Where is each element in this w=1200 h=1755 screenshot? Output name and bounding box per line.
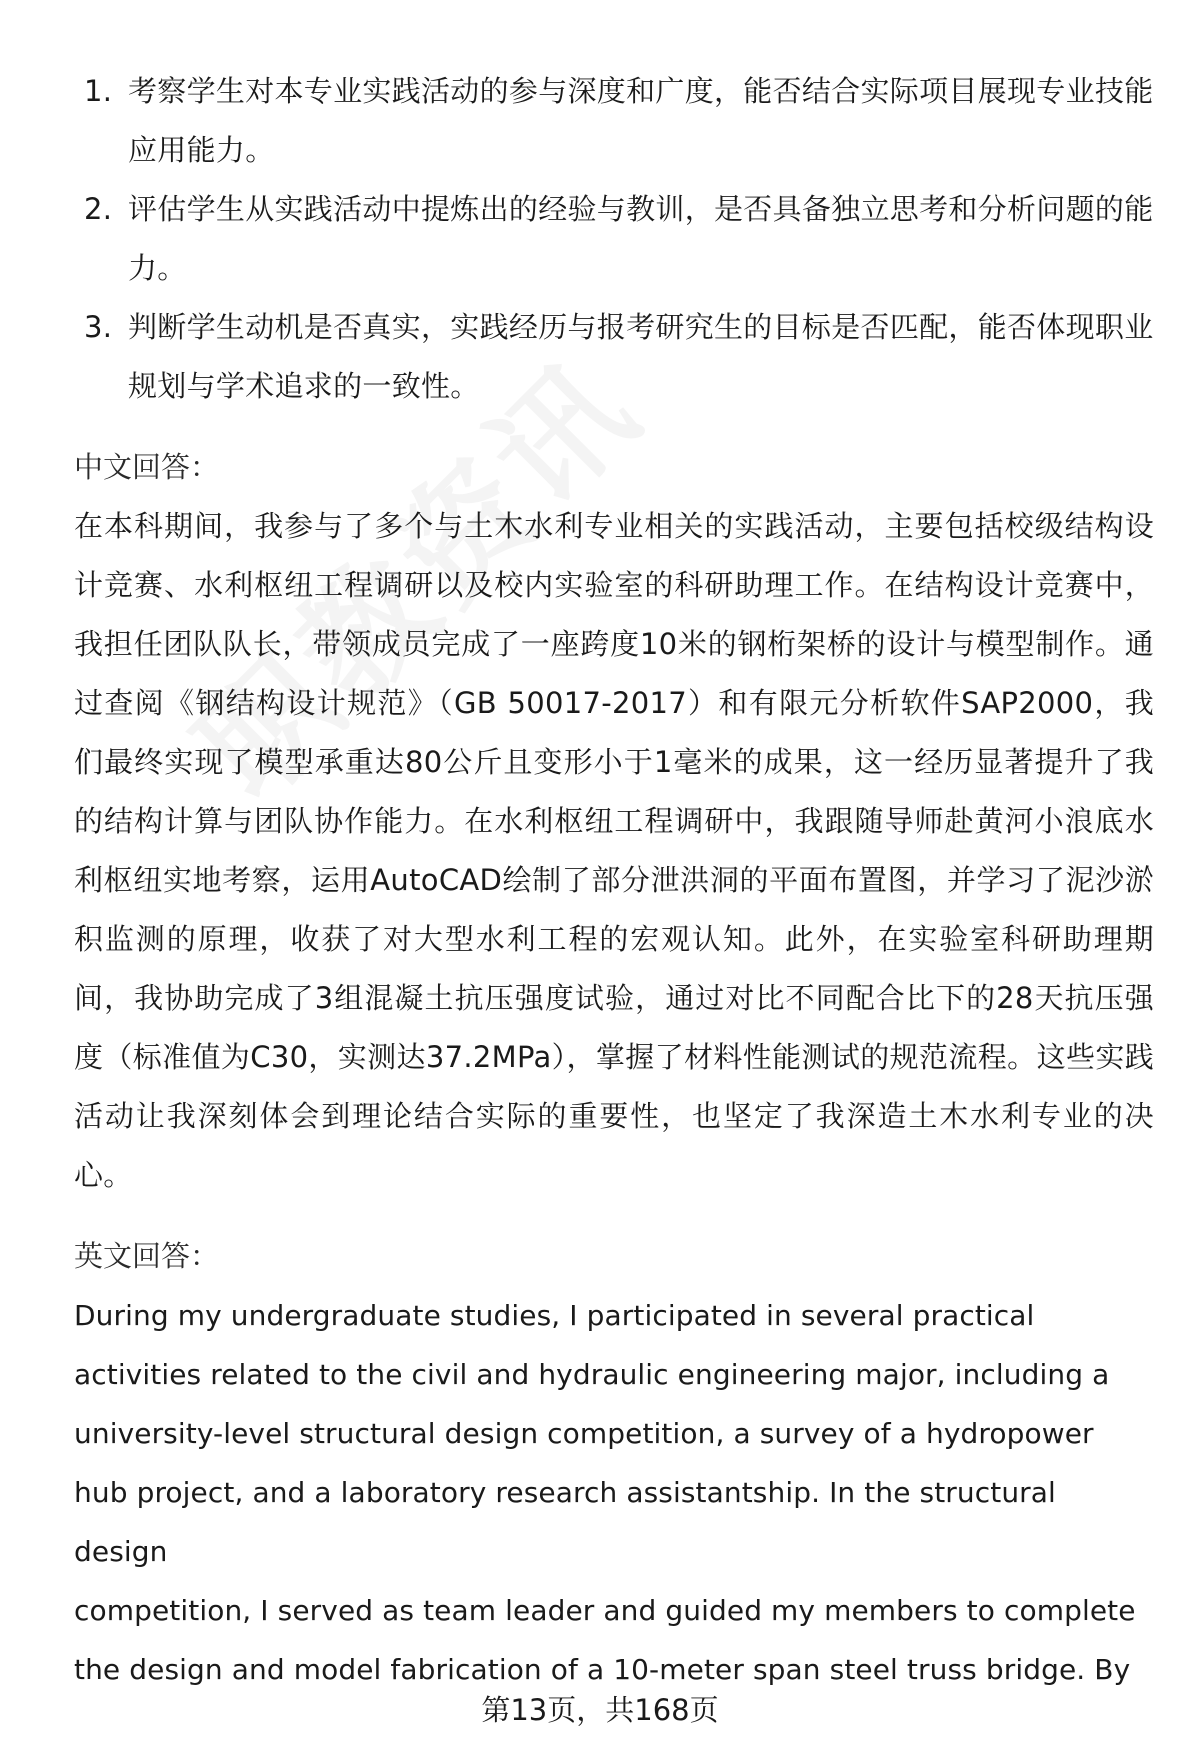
english-answer-line: During my undergraduate studies, I participated in several practical (74, 1299, 1035, 1332)
list-item-text: 评估学生从实践活动中提炼出的经验与教训，是否具备独立思考和分析问题的能力。 (128, 192, 1154, 285)
chinese-answer-label: 中文回答： (74, 450, 220, 484)
english-answer-line: competition, I served as team leader and guided my members to complete (74, 1594, 1136, 1627)
english-answer-line: activities related to the civil and hydraulic engineering major, including a (74, 1358, 1110, 1391)
evaluation-criteria-list (74, 62, 1154, 416)
english-answer-paragraph (74, 1286, 1154, 1699)
english-answer-line: the design and model fabrication of a 10-meter span steel truss bridge. By (74, 1653, 1131, 1686)
list-item-number: 1. (84, 74, 113, 108)
list-item (74, 298, 1154, 416)
english-answer-line: hub project, and a laboratory research assistantship. In the structural design (74, 1476, 1056, 1568)
chinese-answer-paragraph: 在本科期间，我参与了多个与土木水利专业相关的实践活动，主要包括校级结构设计竞赛、水利枢纽工程调研以及校内实验室的科研助理工作。在结构设计竞赛中，我担任团队队长，带领成员完成了一座跨度10米的钢桁架桥的设计与模型制作。通过查阅《钢结构设计规范》（GB 50017-2017）和有限元分析软件SAP2000，我们最终实现了模型承重达80公斤且变形小于1毫米的成果，这一经历显著提升了我的结构计算与团队协作能力。在水利枢纽工程调研中，我跟随导师赴黄河小浪底水利枢纽实地考察，运用AutoCAD绘制了部分泄洪洞的平面布置图，并学习了泥沙淤积监测的原理，收获了对大型水利工程的宏观认知。此外，在实验室科研助理期间，我协助完成了3组混凝土抗压强度试验，通过对比不同配合比下的28天抗压强度（标准值为C30，实测达37.2MPa），掌握了材料性能测试的规范流程。这些实践活动让我深刻体会到理论结合实际的重要性，也坚定了我深造土木水利专业的决心。 (74, 509, 1154, 1192)
page-number-footer: 第13页，共168页 (481, 1693, 719, 1727)
list-item (74, 180, 1154, 298)
list-item (74, 62, 1154, 180)
list-item-text: 判断学生动机是否真实，实践经历与报考研究生的目标是否匹配，能否体现职业规划与学术追求的一致性。 (128, 310, 1154, 403)
page-content (74, 62, 1154, 1699)
list-item-number: 2. (84, 192, 113, 226)
english-answer-label: 英文回答： (74, 1239, 220, 1273)
english-answer-line: university-level structural design competition, a survey of a hydropower (74, 1417, 1094, 1450)
list-item-number: 3. (84, 310, 113, 344)
list-item-text: 考察学生对本专业实践活动的参与深度和广度，能否结合实际项目展现专业技能应用能力。 (128, 74, 1154, 167)
